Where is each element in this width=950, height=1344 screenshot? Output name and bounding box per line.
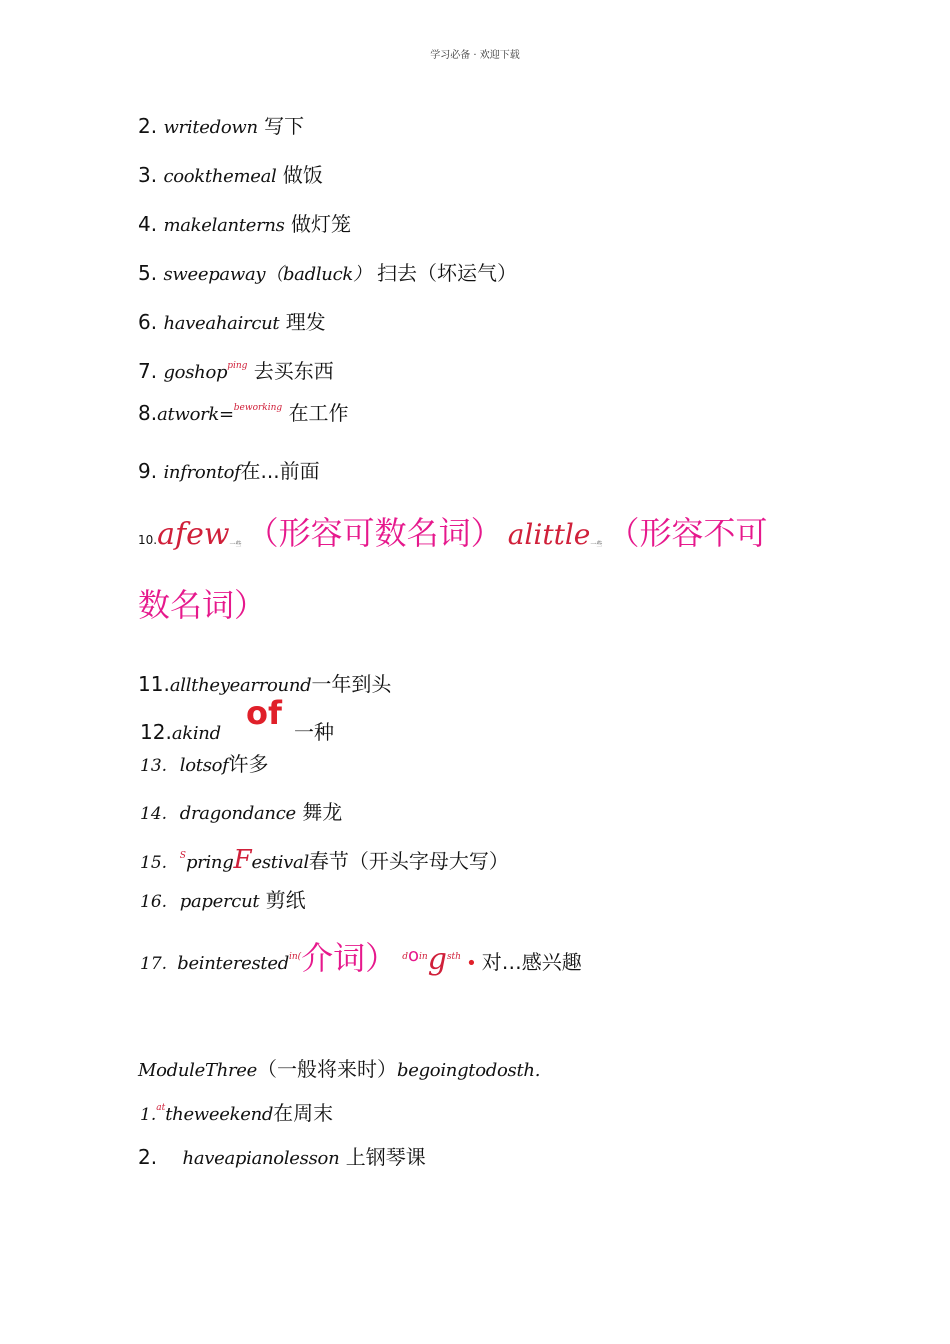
list-item [140, 720, 221, 746]
list-item [140, 844, 509, 875]
module-chinese: （一般将来时） [257, 1057, 397, 1081]
item-number: 15. [140, 853, 168, 873]
item-red-g: g [427, 942, 447, 977]
item-chinese: 写下 [264, 114, 305, 138]
item-number: 10. [138, 533, 158, 547]
item-english: atwork= [157, 404, 234, 425]
list-item [138, 261, 517, 287]
item-superscript: in [288, 952, 298, 962]
item-chinese: 舞龙 [302, 800, 343, 824]
item-english: alltheyearround [169, 675, 312, 696]
item-english: estival [251, 852, 309, 873]
item-tiny-note: 一些 [229, 541, 242, 548]
item-chinese: 做灯笼 [290, 212, 351, 236]
item-chinese: 去买东西 [253, 359, 334, 383]
item-number: 14. [140, 804, 168, 824]
item-chinese: 剪纸 [265, 888, 306, 912]
item-english: infrontof [163, 462, 241, 483]
item-chinese: 春节（开头字母大写） [308, 849, 509, 873]
item-superscript: o [408, 945, 420, 966]
item-chinese-red: 介词） [301, 939, 398, 977]
item-chinese-countable: （形容可数名词） [246, 514, 503, 552]
item-chinese: 对…感兴趣 [481, 950, 582, 974]
item-chinese: 在工作 [288, 401, 349, 425]
list-item-17 [140, 936, 582, 984]
item-number: 6. [138, 310, 158, 334]
list-item [138, 396, 349, 427]
item-english: beinterested [177, 953, 289, 974]
item-chinese: 一年到头 [311, 672, 392, 696]
list-item [140, 1096, 333, 1127]
item-number: 3. [138, 163, 158, 187]
item-english-alittle: alittle [507, 518, 591, 551]
item-10-continued: 数名词） [138, 586, 267, 624]
item-chinese: 理发 [285, 310, 326, 334]
item-superscript: ( [297, 952, 302, 962]
item-superscript: at [156, 1103, 166, 1113]
item-english: akind [171, 723, 221, 744]
item-number: 1. [140, 1105, 157, 1125]
item-number: 17. [140, 954, 168, 974]
item-superscript: S [179, 851, 186, 861]
list-item [138, 354, 334, 385]
list-item [140, 800, 342, 826]
item-english: haveapianolesson [182, 1148, 340, 1169]
list-item [138, 163, 323, 189]
item-capital-f: F [233, 845, 252, 875]
item-english: lotsof [179, 755, 229, 776]
item-english: goshop [163, 362, 228, 383]
item-number: 8. [138, 401, 158, 425]
item-english: haveahaircut [163, 313, 280, 334]
item-number: 4. [138, 212, 158, 236]
item-chinese: 在周末 [273, 1101, 334, 1125]
item-chinese: 做饭 [282, 163, 323, 187]
item-number: 12. [140, 720, 172, 744]
item-chinese: 一种 [294, 720, 334, 744]
item-number: 9. [138, 459, 158, 483]
item-number: 16. [140, 892, 168, 912]
item-chinese: 扫去（坏运气） [377, 261, 518, 285]
item-english: makelanterns [163, 215, 285, 236]
item-chinese: 许多 [228, 752, 269, 776]
item-number: 2. [138, 1145, 158, 1169]
item-number: 11. [138, 672, 170, 696]
list-item [140, 752, 269, 778]
item-english: sweepaway（badluck） [163, 264, 371, 285]
item-superscript: d [402, 952, 409, 962]
item-chinese-uncountable: （形容不可 [607, 514, 768, 552]
item-of-red: of [246, 694, 282, 732]
item-chinese: 上钢琴课 [345, 1145, 426, 1169]
item-superscript: in [419, 952, 428, 962]
item-english: theweekend [165, 1104, 274, 1125]
item-red-dot: • [466, 953, 477, 974]
item-number: 2. [138, 114, 158, 138]
item-number: 13. [140, 756, 168, 776]
item-english: writedown [163, 117, 258, 138]
item-number: 5. [138, 261, 158, 285]
item-english: pring [185, 852, 234, 873]
list-item [140, 888, 306, 914]
item-superscript: sth [446, 952, 461, 962]
item-chinese: 在...前面 [240, 459, 320, 483]
item-english: dragondance [179, 803, 296, 824]
item-number: 7. [138, 359, 158, 383]
item-superscript: ping [227, 361, 248, 371]
page-header: 学习必备 · 欢迎下载 [430, 50, 520, 61]
item-tiny-note: 一些 [590, 541, 603, 548]
list-item [138, 1145, 426, 1171]
list-item [138, 459, 320, 485]
list-item-10 [138, 512, 768, 566]
module-title: ModuleThree [138, 1060, 257, 1081]
module-phrase: begoingtodosth. [397, 1060, 541, 1081]
item-english: papercut [179, 891, 260, 912]
list-item [138, 310, 326, 336]
item-superscript: beworking [233, 403, 283, 413]
module-heading [138, 1057, 540, 1083]
list-item [138, 114, 304, 140]
item-english-afew: afew [157, 517, 230, 552]
item-english: cookthemeal [163, 166, 277, 187]
list-item [138, 212, 351, 238]
